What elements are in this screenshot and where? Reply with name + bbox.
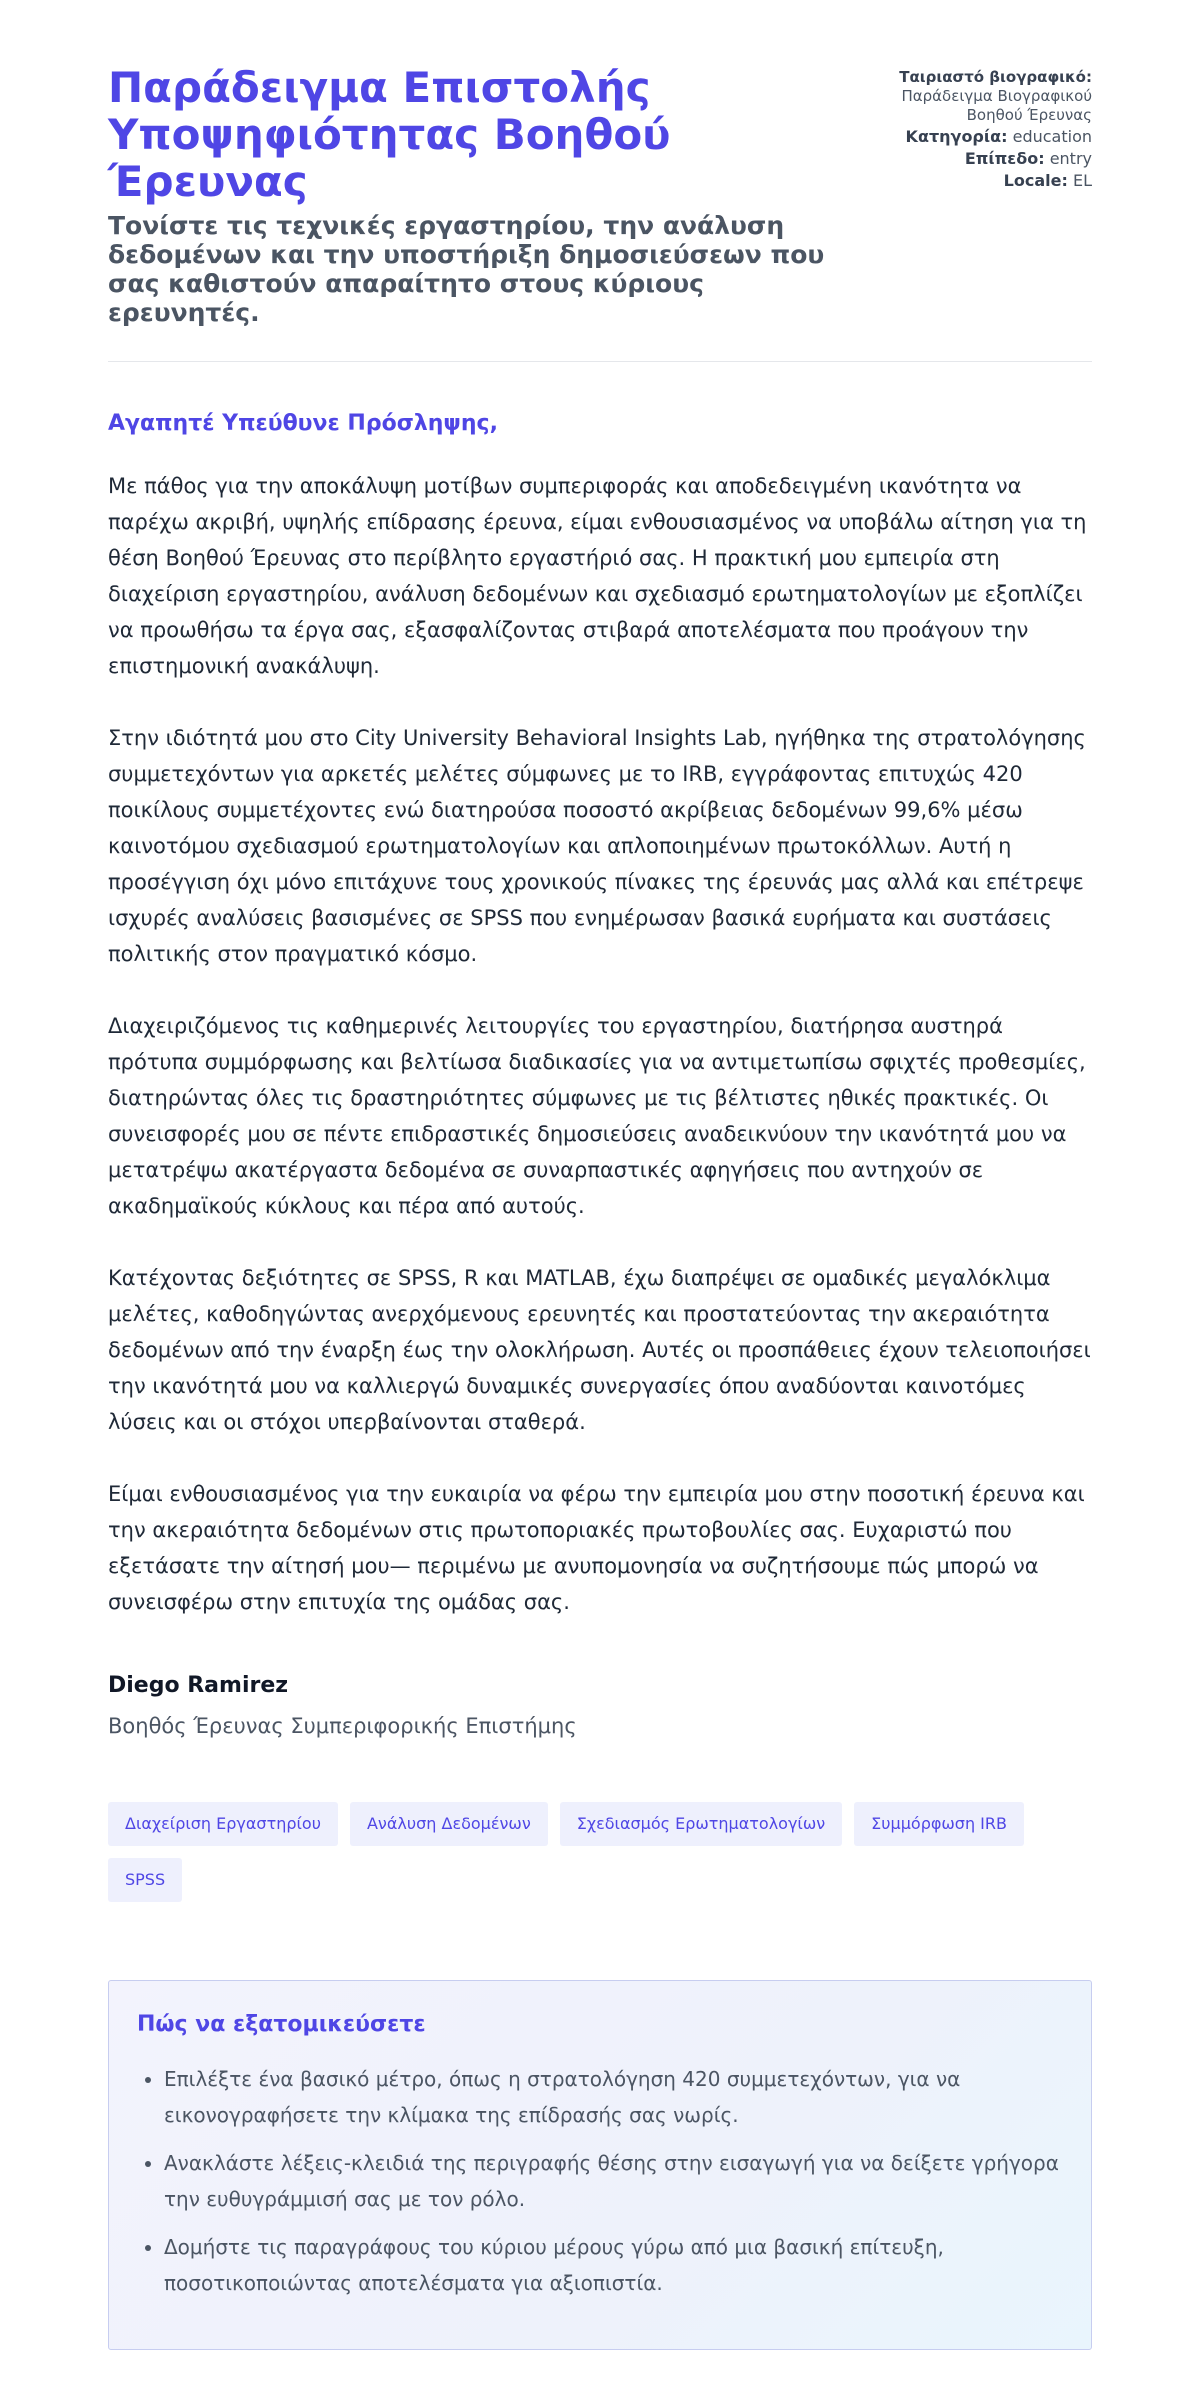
meta-category-value: education <box>1012 127 1092 146</box>
letter-paragraph: Με πάθος για την αποκάλυψη μοτίβων συμπεριφοράς και αποδεδειγμένη ικανότητα να παρέχω ακριβή, υψηλής επίδρασης έρευνα, είμαι ενθουσιασμένος να υποβάλω αίτηση για τη θέση Βοηθού Έρευνας στο περίβλητο εργαστήριό σας. Η πρακτική μου εμπειρία στη διαχείριση εργαστηρίου, ανάλυση δεδομένων και σχεδιασμό ερωτηματολογίων με εξοπλίζει να προωθήσω τα έργα σας, εξασφαλίζοντας στιβαρά αποτελέσματα που προάγουν την επιστημονική ανακάλυψη. <box>108 474 1087 678</box>
letter-body <box>108 468 1092 1620</box>
meta-level <box>882 149 1092 168</box>
letter-paragraph: Στην ιδιότητά μου στο City University Behavioral Insights Lab, ηγήθηκα της στρατολόγησης συμμετεχόντων για αρκετές μελέτες σύμφωνες με το IRB, εγγράφοντας επιτυχώς 420 ποικίλους συμμετέχοντες ενώ διατηρούσα ποσοστό ακρίβειας δεδομένων 99,6% μέσω καινοτόμου σχεδιασμού ερωτηματολογίων και απλοποιημένων πρωτοκόλλων. Αυτή η προσέγγιση όχι μόνο επιτάχυνε τους χρονικούς πίνακες της έρευνάς μας αλλά και επέτρεψε ισχυρές αναλύσεις βασισμένες σε SPSS που ενημέρωσαν βασικά ευρήματα και συστάσεις πολιτικής στον πραγματικό κόσμο. <box>108 726 1086 966</box>
meta-panel <box>882 64 1092 193</box>
skill-tag[interactable]: Σχεδιασμός Ερωτηματολογίων <box>560 1802 842 1846</box>
meta-locale-label: Locale: <box>1003 171 1068 190</box>
tip-item: • Επιλέξτε ένα βασικό μέτρο, όπως η στρατολόγηση 420 συμμετεχόντων, για να εικονογραφήσετε την κλίμακα της επίδρασής σας νωρίς. <box>164 2061 1063 2133</box>
skill-tag[interactable]: Διαχείριση Εργαστηρίου <box>108 1802 338 1846</box>
meta-locale <box>882 171 1092 190</box>
meta-level-value: entry <box>1049 149 1092 168</box>
meta-resume-link[interactable]: Παράδειγμα Βιογραφικού Βοηθού Έρευνας <box>901 87 1092 124</box>
customization-tips <box>108 1980 1092 2350</box>
signature-block <box>108 1672 1092 1740</box>
meta-locale-value: EL <box>1072 171 1092 190</box>
signature-role: Βοηθός Έρευνας Συμπεριφορικής Επιστήμης <box>108 1714 577 1738</box>
tip-item: • Ανακλάστε λέξεις-κλειδιά της περιγραφής θέσης στην εισαγωγή για να δείξετε γρήγορα την ευθυγράμμισή σας με τον ρόλο. <box>164 2145 1063 2217</box>
header-title-block <box>108 64 848 327</box>
meta-category-label: Κατηγορία: <box>905 127 1008 146</box>
signature-name: Diego Ramirez <box>108 1673 289 1698</box>
header <box>108 64 1092 362</box>
skill-tags <box>108 1802 1092 1902</box>
meta-category <box>882 127 1092 146</box>
meta-level-label: Επίπεδο: <box>964 149 1045 168</box>
tip-item: • Δομήστε τις παραγράφους του κύριου μέρους γύρω από μια βασική επίτευξη, ποσοτικοποιώντας αποτελέσματα για αξιοπιστία. <box>164 2229 1063 2301</box>
page-title: Παράδειγμα Επιστολής Υποψηφιότητας Βοηθού Έρευνας <box>108 63 671 206</box>
letter-paragraph: Είμαι ενθουσιασμένος για την ευκαιρία να φέρω την εμπειρία μου στην ποσοτική έρευνα και την ακεραιότητα δεδομένων στις πρωτοποριακές πρωτοβουλίες σας. Ευχαριστώ που εξετάσατε την αίτησή μου— περιμένω με ανυπομονησία να συζητήσουμε πώς μπορώ να συνεισφέρω στην επιτυχία της ομάδας σας. <box>108 1482 1085 1614</box>
letter-paragraph: Διαχειριζόμενος τις καθημερινές λειτουργίες του εργαστηρίου, διατήρησα αυστηρά πρότυπα συμμόρφωσης και βελτίωσα διαδικασίες για να αντιμετωπίσω σφιχτές προθεσμίες, διατηρώντας όλες τις δραστηριότητες σύμφωνες με τις βέλτιστες ηθικές πρακτικές. Οι συνεισφορές μου σε πέντε επιδραστικές δημοσιεύσεις αναδεικνύουν την ικανότητά μου να μετατρέψω ακατέργαστα δεδομένα σε συναρπαστικές αφηγήσεις που αντηχούν σε ακαδημαϊκούς κύκλους και πέρα από αυτούς. <box>108 1014 1086 1218</box>
page-subtitle: Τονίστε τις τεχνικές εργαστηρίου, την ανάλυση δεδομένων και την υποστήριξη δημοσιεύσεων που σας καθιστούν απαραίτητο στους κύριους ερευνητές. <box>108 211 825 327</box>
tips-title: Πώς να εξατομικεύσετε <box>137 2012 426 2037</box>
skill-tag[interactable]: SPSS <box>108 1858 182 1902</box>
skill-tag[interactable]: Ανάλυση Δεδομένων <box>350 1802 548 1846</box>
meta-resume-label: Ταιριαστό βιογραφικό: <box>899 68 1092 86</box>
tips-list <box>137 2061 1063 2301</box>
letter-greeting: Αγαπητέ Υπεύθυνε Πρόσληψης, <box>108 411 498 436</box>
meta-resume <box>882 67 1092 124</box>
skill-tag[interactable]: Συμμόρφωση IRB <box>854 1802 1024 1846</box>
letter-paragraph: Κατέχοντας δεξιότητες σε SPSS, R και MATLAB, έχω διαπρέψει σε ομαδικές μεγαλόκλιμα μελέτες, καθοδηγώντας ανερχόμενους ερευνητές και προστατεύοντας την ακεραιότητα δεδομένων από την έναρξη έως την ολοκλήρωση. Αυτές οι προσπάθειες έχουν τελειοποιήσει την ικανότητά μου να καλλιεργώ δυναμικές συνεργασίες όπου αναδύονται καινοτόμες λύσεις και οι στόχοι υπερβαίνονται σταθερά. <box>108 1266 1091 1434</box>
